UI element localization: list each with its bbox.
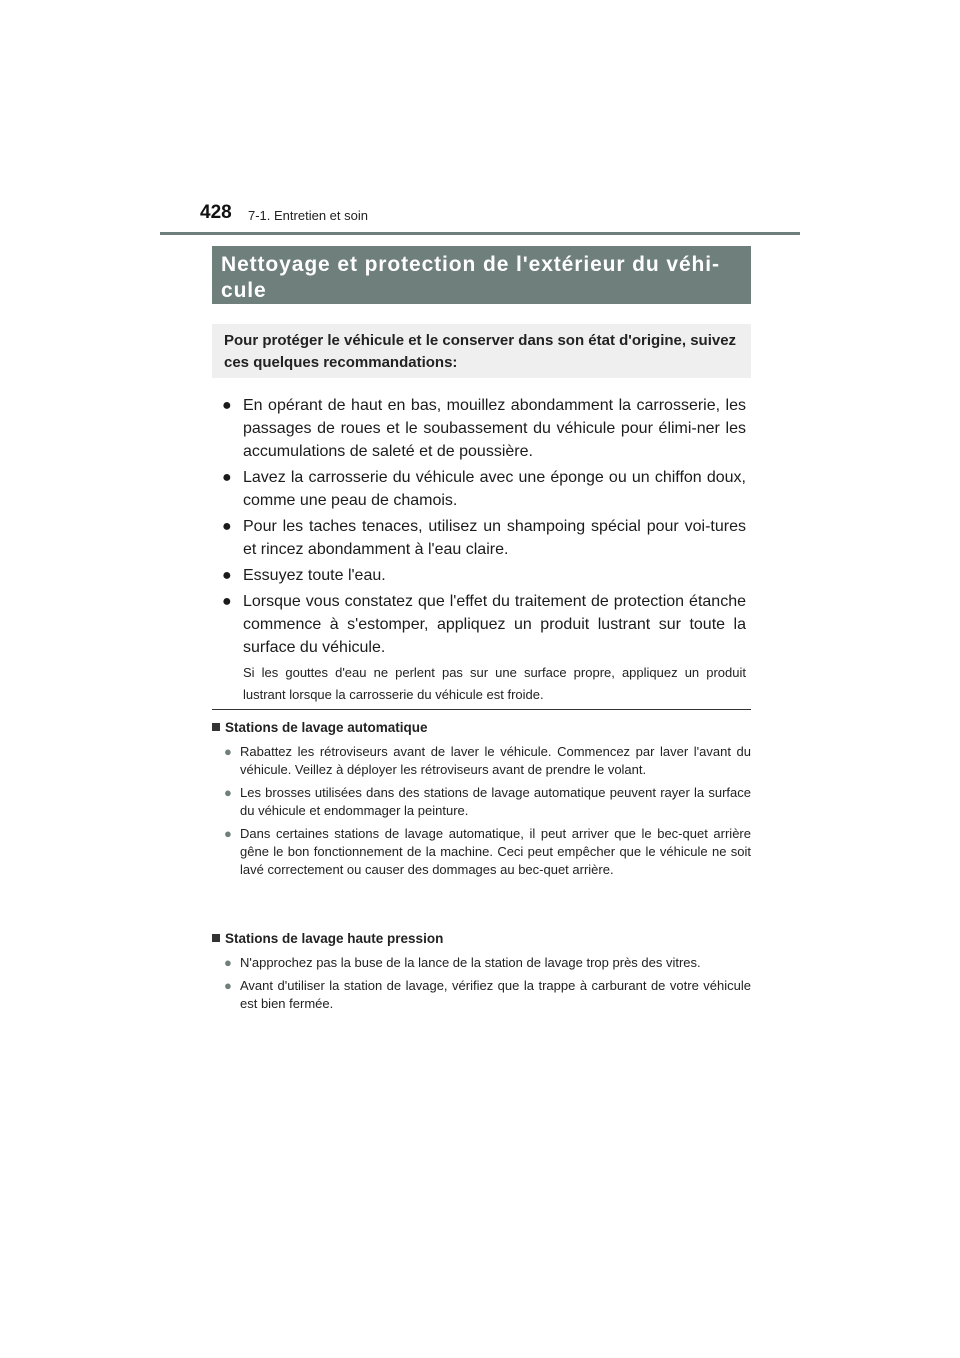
list-item — [222, 564, 746, 587]
square-bullet-icon — [212, 723, 220, 731]
bullet-icon: ● — [222, 567, 232, 584]
bullet-icon: ● — [224, 744, 232, 759]
subsection-list — [212, 743, 751, 879]
list-item: ● Dans certaines stations de lavage automatique, il peut arriver que le bec-quet arrière gêne le bon fonctionnement de la machine. Ceci peut empêcher que le véhicule ne soit lavé correctement ou causer des dommages au bec-quet arrière. — [224, 826, 751, 877]
note-text: Si les gouttes d'eau ne perlent pas sur une surface propre, appliquez un produit lustrant lorsque la carrosserie du véhicule est froide. — [243, 665, 746, 702]
list-item — [222, 590, 746, 706]
intro-box: Pour protéger le véhicule et le conserver dans son état d'origine, suivez ces quelques recommandations: — [212, 324, 751, 378]
bullet-icon: ● — [222, 593, 232, 610]
subsection-automatic-wash — [212, 719, 751, 884]
subsection-high-pressure-wash — [212, 930, 751, 1018]
bullet-icon: ● — [224, 955, 232, 970]
bullet-icon: ● — [224, 826, 232, 841]
list-item: ● Avant d'utiliser la station de lavage, vérifiez que la trappe à carburant de votre véhicule est bien fermée. — [224, 978, 751, 1011]
list-item: ● N'approchez pas la buse de la lance de la station de lavage trop près des vitres. — [224, 955, 701, 970]
subsection-heading: Stations de lavage haute pression — [212, 930, 751, 948]
bullet-icon: ● — [224, 785, 232, 800]
list-item-text: En opérant de haut en bas, mouillez abondamment la carrosserie, les passages de roues et le soubassement du véhicule pour élimi-ner les accumulations de saleté et de poussière. — [243, 397, 746, 460]
list-item: ● Rabattez les rétroviseurs avant de laver le véhicule. Commencez par laver l'avant du véhicule. Veillez à déployer les rétroviseurs avant de prendre le volant. — [224, 744, 751, 777]
list-item-text: Lavez la carrosserie du véhicule avec une éponge ou un chiffon doux, comme une peau de chamois. — [243, 469, 746, 509]
list-item-text: Essuyez toute l'eau. — [243, 567, 386, 584]
main-list — [222, 394, 746, 709]
list-item-text: Lorsque vous constatez que l'effet du traitement de protection étanche commence à s'estomper, appliquez un produit lustrant sur toute la surface du véhicule. — [243, 593, 746, 656]
bullet-icon: ● — [222, 518, 232, 535]
list-item — [222, 394, 746, 463]
list-item-text: Pour les taches tenaces, utilisez un shampoing spécial pour voi-tures et rincez abondamment à l'eau claire. — [243, 518, 746, 558]
section-title: Nettoyage et protection de l'extérieur du véhi-cule — [212, 246, 751, 304]
section-reference: 7-1. Entretien et soin — [248, 208, 368, 223]
list-item — [222, 515, 746, 561]
subsection-list — [212, 954, 751, 1013]
list-item — [222, 466, 746, 512]
section-divider — [212, 709, 751, 710]
page-header — [200, 200, 800, 236]
subsection-heading: Stations de lavage automatique — [212, 719, 751, 737]
bullet-icon: ● — [224, 978, 232, 993]
list-item: ● Les brosses utilisées dans des stations de lavage automatique peuvent rayer la surface du véhicule et endommager la peinture. — [224, 785, 751, 818]
header-rule — [160, 232, 800, 235]
bullet-icon: ● — [222, 469, 232, 486]
page-number: 428 — [200, 202, 232, 223]
bullet-icon: ● — [222, 397, 232, 414]
square-bullet-icon — [212, 934, 220, 942]
